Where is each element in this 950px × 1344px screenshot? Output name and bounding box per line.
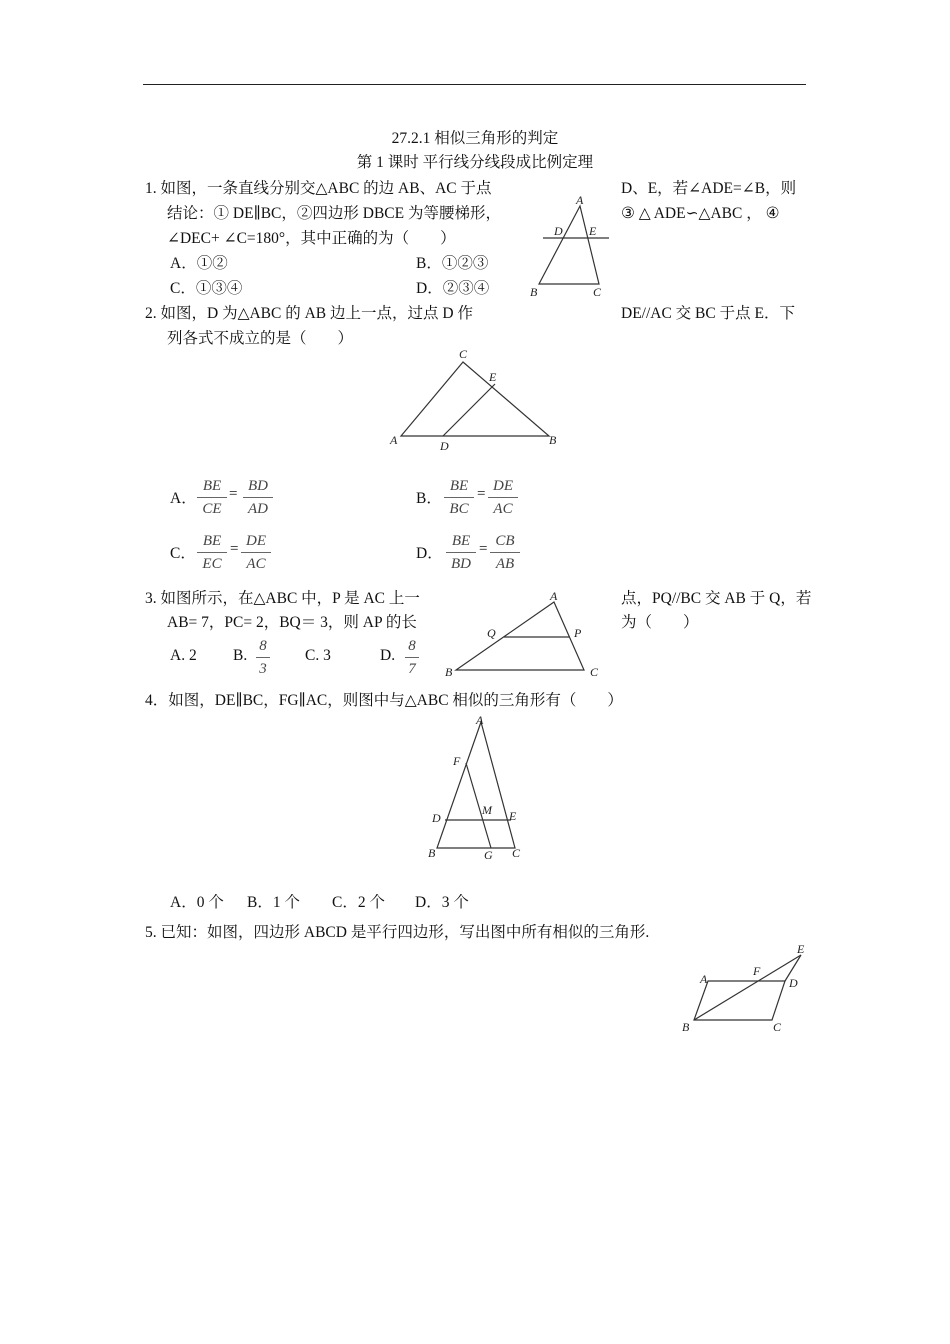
q4-option-a[interactable]: A．0 个 (170, 894, 224, 911)
q2-label-c: C (459, 347, 468, 361)
q4-label-m: M (482, 803, 492, 817)
q3-option-d[interactable]: D. (380, 647, 396, 664)
q2-option-d[interactable]: D． (416, 545, 443, 562)
q3-option-b[interactable]: B. (233, 647, 248, 664)
q5-parallelogram (694, 981, 785, 1020)
q1-option-a[interactable]: A．①② (170, 255, 228, 272)
q3-label-b: B (445, 665, 453, 679)
q2-option-a[interactable]: A． (170, 490, 197, 507)
q3-line1-left: 3. 如图所示，在△ABC 中，P 是 AC 上一 (145, 590, 420, 607)
q4-label-e: E (509, 809, 517, 823)
q3-d-num: 8 (408, 638, 416, 654)
q2-option-b[interactable]: B． (416, 490, 442, 507)
q5-label-a: A (700, 972, 708, 986)
q3-option-c[interactable]: C. 3 (305, 647, 331, 664)
page-title: 27.2.1 相似三角形的判定 (391, 130, 559, 147)
q2-d-equals: = (479, 541, 488, 557)
q2-c-right-num: DE (246, 533, 266, 549)
q2-line2: 列各式不成立的是（ ） (167, 330, 354, 347)
q1-line3: ∠DEC+ ∠C=180°，其中正确的为（ ） (167, 230, 456, 247)
q2-a-left-num: BE (202, 478, 222, 494)
header-rule (143, 84, 806, 85)
q2-figure (385, 344, 565, 456)
q2-a-right-fraction (241, 476, 275, 519)
q3-label-q: Q (487, 626, 496, 640)
q1-triangle (539, 206, 599, 284)
q4-line1: 4．如图，DE∥BC，FG∥AC，则图中与△ABC 相似的三角形有（ ） (145, 692, 623, 709)
q2-b-left-fraction (442, 476, 476, 519)
q2-d-right-fraction (488, 531, 522, 574)
q2-triangle (401, 362, 549, 436)
q3-b-num: 8 (259, 638, 267, 654)
q2-c-right-fraction (239, 531, 273, 574)
q2-line1-right: DE//AC 交 BC 于点 E．下 (621, 305, 795, 322)
q2-c-equals: = (230, 541, 239, 557)
q1-option-d[interactable]: D．②③④ (416, 280, 490, 297)
q4-label-a: A (476, 713, 484, 727)
q3-b-den: 3 (259, 661, 267, 677)
q1-option-c[interactable]: C．①③④ (170, 280, 243, 297)
q5-label-b: B (682, 1020, 690, 1034)
q2-c-left-num: BE (202, 533, 222, 549)
q4-option-b[interactable]: B．1 个 (247, 894, 300, 911)
q5-label-e: E (797, 942, 805, 956)
q1-label-c: C (593, 285, 602, 299)
q1-label-a: A (576, 193, 584, 207)
q4-label-b: B (428, 846, 436, 860)
q1-line2-right: ③ △ ADE∽△ABC ， ④ (621, 205, 780, 222)
q2-c-right-den: AC (246, 556, 266, 572)
q3-label-p: P (574, 626, 582, 640)
q2-a-left-fraction (195, 476, 229, 519)
q1-line1-left: 1. 如图，一条直线分别交△ABC 的边 AB、AC 于点 (145, 180, 492, 197)
q2-d-right-num: CB (495, 533, 515, 549)
q3-b-fraction (246, 636, 280, 679)
q4-triangle (437, 722, 515, 848)
q5-line1: 5. 已知：如图，四边形 ABCD 是平行四边形，写出图中所有相似的三角形. (145, 924, 650, 941)
q2-a-equals: = (229, 486, 238, 502)
q3-label-a: A (550, 589, 558, 603)
q2-c-left-den: EC (202, 556, 222, 572)
q4-option-d[interactable]: D．3 个 (415, 894, 469, 911)
q1-label-d: D (554, 224, 563, 238)
q2-b-right-num: DE (493, 478, 513, 494)
q5-label-d: D (789, 976, 798, 990)
q5-figure (675, 938, 809, 1038)
q2-d-left-den: BD (451, 556, 471, 572)
q2-option-c[interactable]: C． (170, 545, 196, 562)
q3-line2-left: AB= 7，PC= 2，BQ＝ 3，则 AP 的长 (167, 614, 417, 631)
q5-label-f: F (753, 964, 761, 978)
q2-b-right-den: AC (493, 501, 513, 517)
q2-a-right-den: AD (248, 501, 268, 517)
q2-b-right-fraction (486, 476, 520, 519)
q2-d-left-num: BE (451, 533, 471, 549)
q2-d-left-fraction (444, 531, 478, 574)
q4-label-c: C (512, 846, 521, 860)
q4-label-d: D (432, 811, 441, 825)
q2-line-de (443, 384, 495, 436)
q4-figure (425, 708, 530, 866)
q5-label-c: C (773, 1020, 782, 1034)
page-subtitle: 第 1 课时 平行线分线段成比例定理 (356, 154, 594, 171)
q3-label-c: C (590, 665, 599, 679)
q1-option-b[interactable]: B．①②③ (416, 255, 489, 272)
q3-d-fraction (395, 636, 429, 679)
q4-label-f: F (453, 754, 461, 768)
q2-label-e: E (489, 370, 497, 384)
q4-label-g: G (484, 848, 493, 862)
q2-d-right-den: AB (495, 556, 515, 572)
q1-label-b: B (530, 285, 538, 299)
q2-a-left-den: CE (202, 501, 222, 517)
q1-figure (525, 192, 615, 300)
q2-b-left-den: BC (449, 501, 469, 517)
q1-line1-right: D、E，若∠ADE=∠B，则 (621, 180, 797, 197)
q1-line2-left: 结论：① DE∥BC，②四边形 DBCE 为等腰梯形， (167, 205, 501, 222)
q3-line2-right: 为（ ） (621, 614, 699, 631)
q3-line1-right: 点，PQ//BC 交 AB 于 Q，若 (621, 590, 812, 607)
q4-option-c[interactable]: C．2 个 (332, 894, 385, 911)
q3-option-a[interactable]: A. 2 (170, 647, 197, 664)
q2-b-equals: = (477, 486, 486, 502)
q2-c-left-fraction (195, 531, 229, 574)
q2-line1-left: 2. 如图，D 为△ABC 的 AB 边上一点，过点 D 作 (145, 305, 473, 322)
q2-label-b: B (549, 433, 557, 447)
q3-d-den: 7 (408, 661, 416, 677)
q2-a-right-num: BD (248, 478, 268, 494)
q1-label-e: E (589, 224, 597, 238)
q3-triangle (456, 602, 584, 670)
q3-figure (440, 588, 610, 682)
q5-line-be (694, 955, 801, 1020)
q2-b-left-num: BE (449, 478, 469, 494)
q2-label-d: D (440, 439, 449, 453)
q2-label-a: A (390, 433, 398, 447)
